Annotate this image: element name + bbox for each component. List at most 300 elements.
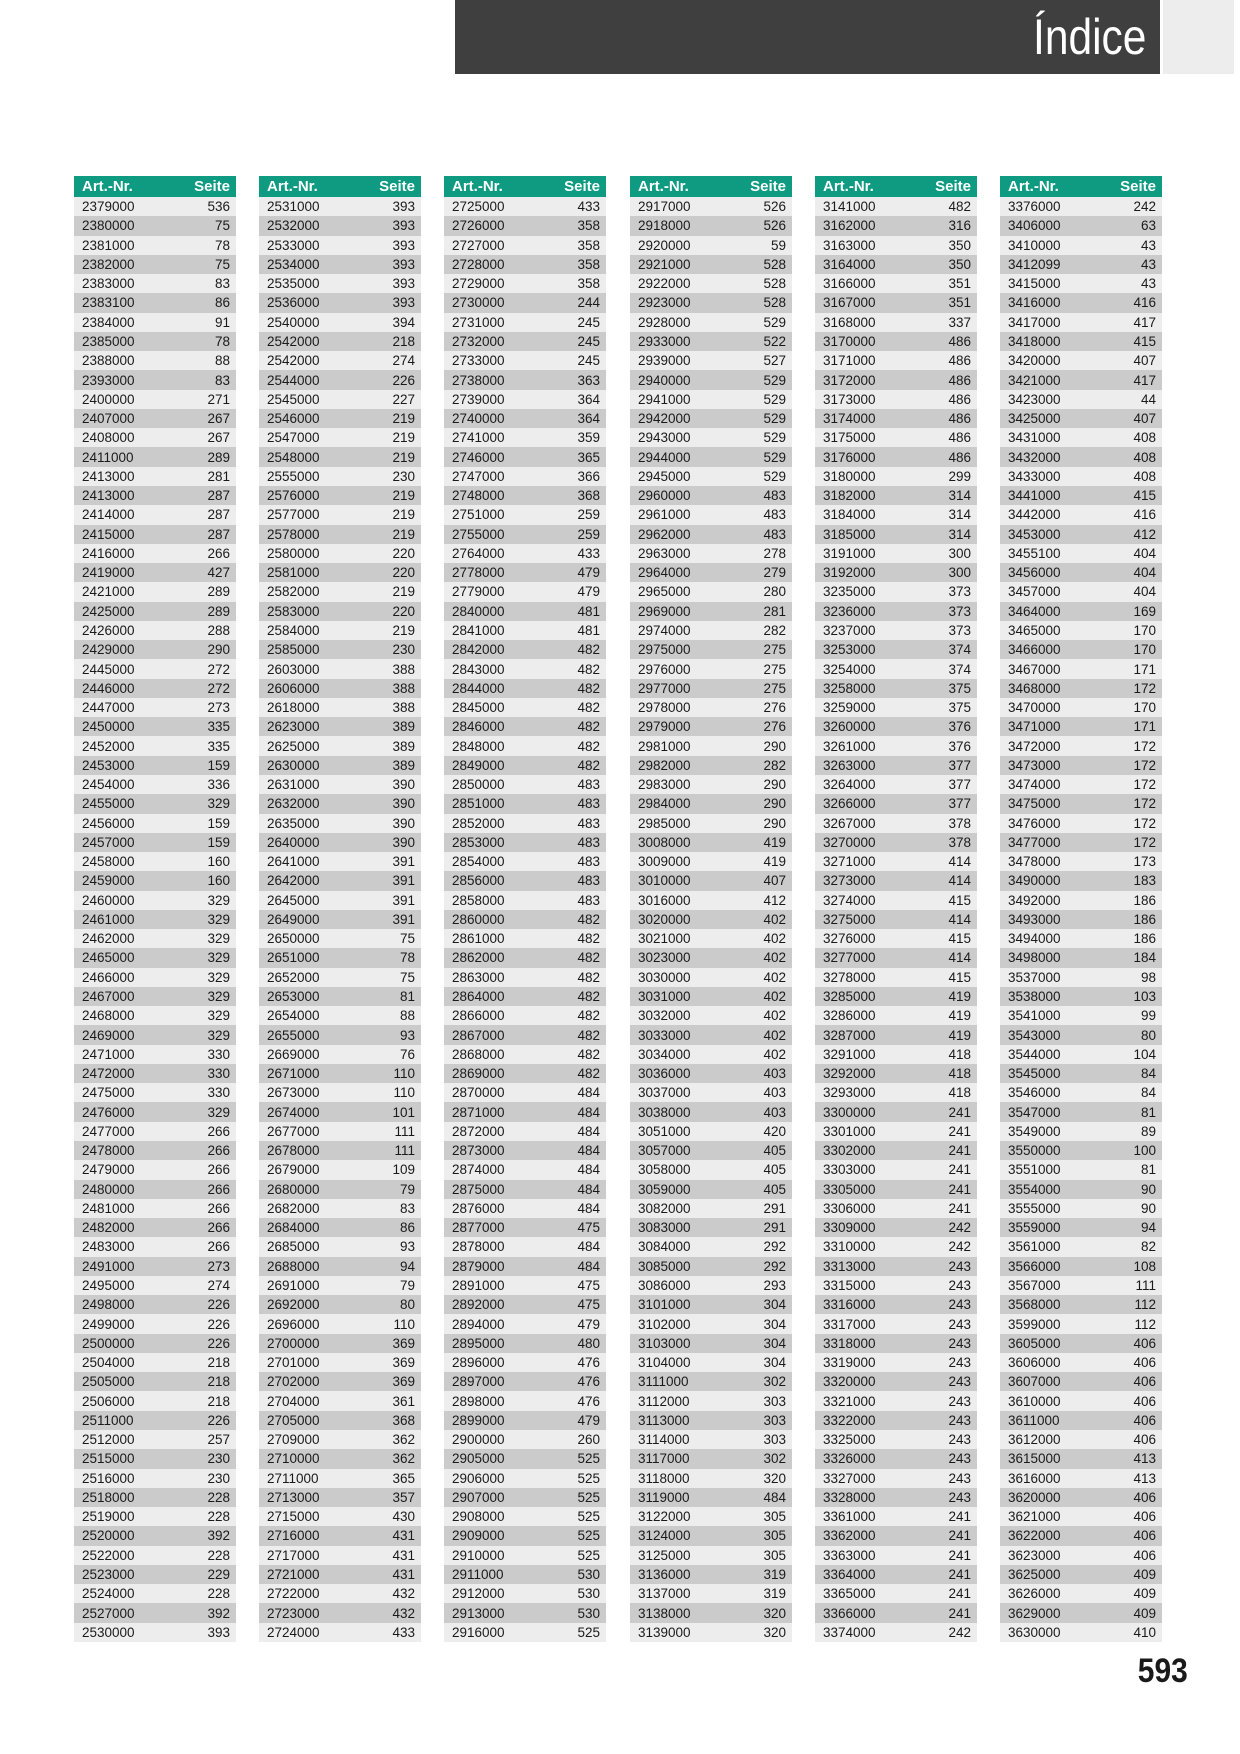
art-nr-cell: 2481000 bbox=[82, 1200, 135, 1216]
seite-cell: 245 bbox=[577, 353, 600, 369]
art-nr-cell: 2500000 bbox=[82, 1335, 135, 1351]
seite-cell: 75 bbox=[399, 931, 415, 947]
column-header bbox=[630, 176, 792, 197]
art-nr-cell: 3180000 bbox=[823, 468, 876, 484]
table-row bbox=[74, 255, 236, 274]
seite-cell: 79 bbox=[399, 1278, 415, 1293]
seite-cell: 219 bbox=[392, 622, 415, 638]
art-nr-cell: 3322000 bbox=[823, 1412, 876, 1428]
seite-cell: 282 bbox=[763, 757, 786, 773]
art-nr-cell: 2491000 bbox=[82, 1258, 135, 1274]
table-row bbox=[1000, 1160, 1162, 1179]
seite-cell: 404 bbox=[1133, 584, 1156, 600]
table-row bbox=[444, 1064, 606, 1083]
seite-cell: 406 bbox=[1133, 1509, 1156, 1525]
table-row bbox=[1000, 833, 1162, 852]
table-row bbox=[1000, 794, 1162, 813]
table-row bbox=[815, 833, 977, 852]
art-nr-cell: 3471000 bbox=[1008, 719, 1061, 735]
art-nr-cell: 3278000 bbox=[823, 969, 876, 985]
table-row bbox=[74, 1488, 236, 1507]
table-row bbox=[815, 968, 977, 987]
art-nr-cell: 3176000 bbox=[823, 449, 876, 465]
seite-cell: 482 bbox=[577, 969, 600, 985]
art-nr-cell: 3122000 bbox=[638, 1509, 691, 1525]
table-row bbox=[630, 929, 792, 948]
seite-cell: 171 bbox=[1133, 661, 1156, 677]
seite-cell: 335 bbox=[207, 719, 230, 735]
table-row bbox=[74, 929, 236, 948]
table-row bbox=[1000, 698, 1162, 717]
table-row bbox=[444, 1411, 606, 1430]
table-row bbox=[630, 871, 792, 890]
table-row bbox=[815, 1430, 977, 1449]
art-nr-cell: 2943000 bbox=[638, 430, 691, 446]
art-nr-cell: 3172000 bbox=[823, 372, 876, 388]
art-nr-cell: 2913000 bbox=[452, 1605, 505, 1621]
table-row bbox=[74, 1391, 236, 1410]
seite-cell: 329 bbox=[207, 1104, 230, 1120]
table-row bbox=[444, 1334, 606, 1353]
art-nr-cell: 2635000 bbox=[267, 815, 320, 831]
art-nr-cell: 3455100 bbox=[1008, 545, 1061, 561]
art-nr-cell: 2413000 bbox=[82, 468, 135, 484]
seite-header: Seite bbox=[564, 178, 600, 195]
table-row bbox=[259, 467, 421, 486]
table-row bbox=[815, 1199, 977, 1218]
art-nr-cell: 3101000 bbox=[638, 1297, 691, 1313]
seite-header: Seite bbox=[935, 178, 971, 195]
table-row bbox=[444, 1083, 606, 1102]
art-nr-cell: 3166000 bbox=[823, 276, 876, 292]
seite-cell: 304 bbox=[763, 1297, 786, 1313]
art-nr-cell: 3016000 bbox=[638, 892, 691, 908]
seite-cell: 377 bbox=[948, 777, 971, 793]
table-row bbox=[444, 293, 606, 312]
table-row bbox=[259, 505, 421, 524]
table-row bbox=[74, 1469, 236, 1488]
art-nr-cell: 2623000 bbox=[267, 719, 320, 735]
seite-cell: 419 bbox=[948, 989, 971, 1005]
seite-cell: 486 bbox=[948, 353, 971, 369]
art-nr-header: Art.-Nr. bbox=[1008, 178, 1059, 195]
art-nr-cell: 2673000 bbox=[267, 1085, 320, 1101]
seite-cell: 81 bbox=[1140, 1104, 1156, 1120]
seite-cell: 536 bbox=[207, 199, 230, 215]
seite-cell: 418 bbox=[948, 1046, 971, 1062]
art-nr-cell: 2535000 bbox=[267, 276, 320, 292]
seite-cell: 409 bbox=[1133, 1566, 1156, 1582]
seite-cell: 414 bbox=[948, 950, 971, 966]
seite-cell: 391 bbox=[392, 873, 415, 889]
art-nr-cell: 2755000 bbox=[452, 526, 505, 542]
seite-cell: 431 bbox=[392, 1566, 415, 1582]
table-row bbox=[1000, 525, 1162, 544]
seite-cell: 405 bbox=[763, 1143, 786, 1159]
art-nr-cell: 3173000 bbox=[823, 391, 876, 407]
art-nr-cell: 3325000 bbox=[823, 1432, 876, 1448]
table-row bbox=[444, 255, 606, 274]
table-row bbox=[74, 968, 236, 987]
table-row bbox=[630, 1584, 792, 1603]
seite-header: Seite bbox=[194, 178, 230, 195]
seite-cell: 330 bbox=[207, 1046, 230, 1062]
art-nr-cell: 2445000 bbox=[82, 661, 135, 677]
table-row bbox=[815, 1469, 977, 1488]
seite-cell: 78 bbox=[214, 237, 230, 253]
seite-cell: 260 bbox=[577, 1432, 600, 1448]
art-nr-cell: 3622000 bbox=[1008, 1528, 1061, 1544]
art-nr-cell: 3623000 bbox=[1008, 1547, 1061, 1563]
seite-cell: 281 bbox=[207, 468, 230, 484]
seite-cell: 329 bbox=[207, 892, 230, 908]
table-row bbox=[259, 1449, 421, 1468]
table-row bbox=[815, 948, 977, 967]
seite-cell: 226 bbox=[207, 1335, 230, 1351]
table-row bbox=[815, 197, 977, 216]
art-nr-cell: 2906000 bbox=[452, 1470, 505, 1486]
art-nr-cell: 3475000 bbox=[1008, 796, 1061, 812]
art-nr-cell: 3457000 bbox=[1008, 584, 1061, 600]
art-nr-cell: 3316000 bbox=[823, 1297, 876, 1313]
seite-cell: 476 bbox=[577, 1355, 600, 1371]
table-row bbox=[1000, 274, 1162, 293]
table-row bbox=[630, 1391, 792, 1410]
table-row bbox=[630, 563, 792, 582]
art-nr-cell: 3292000 bbox=[823, 1066, 876, 1082]
art-nr-cell: 2522000 bbox=[82, 1547, 135, 1563]
art-nr-cell: 2382000 bbox=[82, 256, 135, 272]
table-row bbox=[444, 428, 606, 447]
art-nr-cell: 3113000 bbox=[638, 1412, 690, 1428]
seite-cell: 475 bbox=[577, 1297, 600, 1313]
art-nr-cell: 2419000 bbox=[82, 565, 135, 581]
table-row bbox=[444, 948, 606, 967]
art-nr-cell: 2584000 bbox=[267, 622, 320, 638]
art-nr-cell: 2576000 bbox=[267, 488, 320, 504]
seite-cell: 329 bbox=[207, 1008, 230, 1024]
art-nr-cell: 2456000 bbox=[82, 815, 135, 831]
art-nr-cell: 3104000 bbox=[638, 1355, 691, 1371]
table-row bbox=[259, 1391, 421, 1410]
seite-cell: 290 bbox=[763, 796, 786, 812]
art-nr-cell: 3416000 bbox=[1008, 295, 1061, 311]
art-nr-cell: 3267000 bbox=[823, 815, 876, 831]
table-row bbox=[1000, 1295, 1162, 1314]
seite-cell: 479 bbox=[577, 1412, 600, 1428]
seite-cell: 172 bbox=[1133, 738, 1156, 754]
table-row bbox=[259, 255, 421, 274]
seite-cell: 529 bbox=[763, 449, 786, 465]
table-row bbox=[74, 1141, 236, 1160]
art-nr-cell: 2515000 bbox=[82, 1451, 135, 1467]
table-row bbox=[259, 621, 421, 640]
seite-cell: 406 bbox=[1133, 1489, 1156, 1505]
table-row bbox=[444, 1102, 606, 1121]
table-row bbox=[1000, 1180, 1162, 1199]
art-nr-cell: 3492000 bbox=[1008, 892, 1061, 908]
table-row bbox=[630, 582, 792, 601]
art-nr-header: Art.-Nr. bbox=[823, 178, 874, 195]
art-nr-cell: 3470000 bbox=[1008, 700, 1061, 716]
art-nr-cell: 3477000 bbox=[1008, 834, 1061, 850]
table-row bbox=[74, 1372, 236, 1391]
art-nr-cell: 2852000 bbox=[452, 815, 505, 831]
table-row bbox=[444, 1006, 606, 1025]
seite-cell: 374 bbox=[948, 661, 971, 677]
seite-cell: 219 bbox=[392, 488, 415, 504]
table-row bbox=[1000, 1353, 1162, 1372]
table-row bbox=[815, 525, 977, 544]
seite-cell: 81 bbox=[399, 989, 415, 1005]
seite-cell: 389 bbox=[392, 738, 415, 754]
seite-cell: 358 bbox=[577, 237, 600, 253]
seite-cell: 486 bbox=[948, 449, 971, 465]
seite-cell: 482 bbox=[577, 738, 600, 754]
seite-cell: 82 bbox=[1140, 1239, 1156, 1255]
seite-cell: 525 bbox=[577, 1451, 600, 1467]
seite-cell: 304 bbox=[763, 1335, 786, 1351]
seite-cell: 293 bbox=[763, 1278, 786, 1293]
art-nr-cell: 3162000 bbox=[823, 218, 876, 234]
table-row bbox=[815, 756, 977, 775]
table-row bbox=[630, 717, 792, 736]
art-nr-cell: 3630000 bbox=[1008, 1624, 1061, 1640]
art-nr-cell: 3139000 bbox=[638, 1624, 691, 1640]
table-row bbox=[74, 659, 236, 678]
art-nr-cell: 3266000 bbox=[823, 796, 876, 812]
art-nr-cell: 2964000 bbox=[638, 565, 691, 581]
seite-cell: 291 bbox=[763, 1220, 786, 1236]
table-row bbox=[815, 1411, 977, 1430]
seite-cell: 410 bbox=[1133, 1624, 1156, 1640]
art-nr-cell: 2577000 bbox=[267, 507, 320, 523]
art-nr-cell: 2928000 bbox=[638, 314, 691, 330]
table-row bbox=[74, 736, 236, 755]
seite-cell: 230 bbox=[392, 642, 415, 658]
art-nr-cell: 3361000 bbox=[823, 1509, 876, 1525]
table-row bbox=[630, 679, 792, 698]
table-row bbox=[259, 1295, 421, 1314]
art-nr-cell: 2984000 bbox=[638, 796, 691, 812]
table-row bbox=[259, 1623, 421, 1642]
art-nr-cell: 3362000 bbox=[823, 1528, 876, 1544]
seite-cell: 186 bbox=[1133, 911, 1156, 927]
art-nr-cell: 3276000 bbox=[823, 931, 876, 947]
table-row bbox=[1000, 447, 1162, 466]
art-nr-cell: 2384000 bbox=[82, 314, 135, 330]
art-nr-cell: 2649000 bbox=[267, 911, 320, 927]
art-nr-cell: 3559000 bbox=[1008, 1220, 1061, 1236]
art-nr-cell: 2779000 bbox=[452, 584, 505, 600]
seite-cell: 78 bbox=[214, 333, 230, 349]
art-nr-cell: 2523000 bbox=[82, 1566, 135, 1582]
seite-cell: 81 bbox=[1140, 1162, 1156, 1178]
table-row bbox=[259, 1006, 421, 1025]
seite-cell: 483 bbox=[577, 854, 600, 870]
table-row bbox=[630, 1218, 792, 1237]
art-nr-cell: 2895000 bbox=[452, 1335, 505, 1351]
seite-cell: 529 bbox=[763, 411, 786, 427]
table-row bbox=[259, 197, 421, 216]
art-nr-cell: 3237000 bbox=[823, 622, 876, 638]
table-row bbox=[259, 1353, 421, 1372]
seite-cell: 393 bbox=[207, 1624, 230, 1640]
seite-cell: 243 bbox=[948, 1297, 971, 1313]
art-nr-cell: 2778000 bbox=[452, 565, 505, 581]
table-row bbox=[1000, 1199, 1162, 1218]
art-nr-cell: 2939000 bbox=[638, 353, 691, 369]
seite-cell: 288 bbox=[207, 622, 230, 638]
seite-cell: 482 bbox=[577, 719, 600, 735]
table-row bbox=[74, 814, 236, 833]
index-column bbox=[259, 176, 421, 1642]
seite-cell: 403 bbox=[763, 1066, 786, 1082]
art-nr-cell: 2680000 bbox=[267, 1181, 320, 1197]
art-nr-cell: 2717000 bbox=[267, 1547, 320, 1563]
table-row bbox=[74, 1160, 236, 1179]
art-nr-cell: 2861000 bbox=[452, 931, 505, 947]
seite-cell: 89 bbox=[1140, 1123, 1156, 1139]
table-row bbox=[1000, 216, 1162, 235]
seite-cell: 483 bbox=[577, 873, 600, 889]
art-nr-cell: 2871000 bbox=[452, 1104, 505, 1120]
table-row bbox=[815, 679, 977, 698]
seite-cell: 243 bbox=[948, 1278, 971, 1293]
art-nr-cell: 3034000 bbox=[638, 1046, 691, 1062]
seite-cell: 291 bbox=[763, 1200, 786, 1216]
art-nr-cell: 2945000 bbox=[638, 468, 691, 484]
table-row bbox=[815, 390, 977, 409]
table-row bbox=[444, 736, 606, 755]
art-nr-cell: 2669000 bbox=[267, 1046, 320, 1062]
seite-cell: 44 bbox=[1140, 391, 1156, 407]
seite-cell: 418 bbox=[948, 1066, 971, 1082]
seite-cell: 362 bbox=[392, 1451, 415, 1467]
seite-cell: 475 bbox=[577, 1278, 600, 1293]
table-row bbox=[1000, 1334, 1162, 1353]
table-row bbox=[444, 775, 606, 794]
seite-cell: 479 bbox=[577, 1316, 600, 1332]
table-row bbox=[1000, 1449, 1162, 1468]
table-row bbox=[1000, 987, 1162, 1006]
seite-cell: 303 bbox=[763, 1432, 786, 1448]
seite-cell: 392 bbox=[207, 1528, 230, 1544]
seite-cell: 110 bbox=[393, 1085, 415, 1101]
seite-cell: 289 bbox=[207, 603, 230, 619]
seite-cell: 228 bbox=[207, 1586, 230, 1602]
art-nr-cell: 2907000 bbox=[452, 1489, 505, 1505]
seite-cell: 528 bbox=[763, 276, 786, 292]
table-row bbox=[259, 1045, 421, 1064]
table-row bbox=[815, 1083, 977, 1102]
seite-cell: 219 bbox=[392, 584, 415, 600]
art-nr-cell: 3185000 bbox=[823, 526, 876, 542]
table-row bbox=[1000, 293, 1162, 312]
table-row bbox=[815, 852, 977, 871]
table-row bbox=[74, 370, 236, 389]
table-row bbox=[1000, 1526, 1162, 1545]
table-row bbox=[1000, 332, 1162, 351]
seite-cell: 432 bbox=[392, 1586, 415, 1602]
art-nr-cell: 3274000 bbox=[823, 892, 876, 908]
seite-cell: 259 bbox=[577, 507, 600, 523]
table-row bbox=[630, 948, 792, 967]
table-row bbox=[815, 929, 977, 948]
table-row bbox=[259, 313, 421, 332]
art-nr-cell: 2841000 bbox=[452, 622, 505, 638]
table-row bbox=[74, 563, 236, 582]
art-nr-cell: 3167000 bbox=[823, 295, 876, 311]
seite-cell: 481 bbox=[577, 622, 600, 638]
seite-cell: 483 bbox=[577, 796, 600, 812]
seite-cell: 289 bbox=[207, 449, 230, 465]
table-row bbox=[630, 1122, 792, 1141]
art-nr-cell: 3033000 bbox=[638, 1027, 691, 1043]
seite-cell: 373 bbox=[948, 584, 971, 600]
seite-cell: 171 bbox=[1133, 719, 1156, 735]
table-row bbox=[815, 332, 977, 351]
art-nr-cell: 2974000 bbox=[638, 622, 691, 638]
seite-cell: 525 bbox=[577, 1547, 600, 1563]
seite-cell: 299 bbox=[948, 468, 971, 484]
seite-cell: 408 bbox=[1133, 430, 1156, 446]
seite-cell: 227 bbox=[392, 391, 415, 407]
seite-cell: 432 bbox=[392, 1605, 415, 1621]
table-row bbox=[74, 1623, 236, 1642]
art-nr-cell: 2415000 bbox=[82, 526, 135, 542]
art-nr-cell: 2711000 bbox=[267, 1470, 319, 1486]
seite-cell: 273 bbox=[207, 700, 230, 716]
seite-cell: 529 bbox=[763, 468, 786, 484]
seite-cell: 243 bbox=[948, 1393, 971, 1409]
table-row bbox=[630, 1083, 792, 1102]
table-row bbox=[815, 987, 977, 1006]
table-row bbox=[444, 621, 606, 640]
table-row bbox=[1000, 968, 1162, 987]
art-nr-cell: 3626000 bbox=[1008, 1586, 1061, 1602]
art-nr-cell: 2910000 bbox=[452, 1547, 505, 1563]
seite-cell: 241 bbox=[948, 1528, 971, 1544]
table-row bbox=[1000, 1507, 1162, 1526]
seite-cell: 287 bbox=[207, 526, 230, 542]
table-row bbox=[259, 544, 421, 563]
table-row bbox=[444, 467, 606, 486]
table-row bbox=[630, 409, 792, 428]
seite-cell: 110 bbox=[393, 1316, 415, 1332]
art-nr-cell: 2475000 bbox=[82, 1085, 135, 1101]
seite-cell: 43 bbox=[1140, 256, 1156, 272]
table-row bbox=[630, 736, 792, 755]
art-nr-cell: 3467000 bbox=[1008, 661, 1061, 677]
seite-cell: 483 bbox=[763, 507, 786, 523]
seite-cell: 314 bbox=[948, 507, 971, 523]
seite-cell: 219 bbox=[392, 507, 415, 523]
art-nr-cell: 2479000 bbox=[82, 1162, 135, 1178]
art-nr-cell: 2545000 bbox=[267, 391, 320, 407]
art-nr-cell: 2702000 bbox=[267, 1374, 320, 1390]
table-row bbox=[1000, 544, 1162, 563]
seite-cell: 528 bbox=[763, 256, 786, 272]
seite-cell: 242 bbox=[948, 1624, 971, 1640]
seite-cell: 402 bbox=[763, 969, 786, 985]
seite-cell: 402 bbox=[763, 1008, 786, 1024]
art-nr-cell: 2921000 bbox=[638, 256, 691, 272]
table-row bbox=[815, 1025, 977, 1044]
art-nr-cell: 2849000 bbox=[452, 757, 505, 773]
table-row bbox=[74, 891, 236, 910]
art-nr-cell: 3612000 bbox=[1008, 1432, 1061, 1448]
